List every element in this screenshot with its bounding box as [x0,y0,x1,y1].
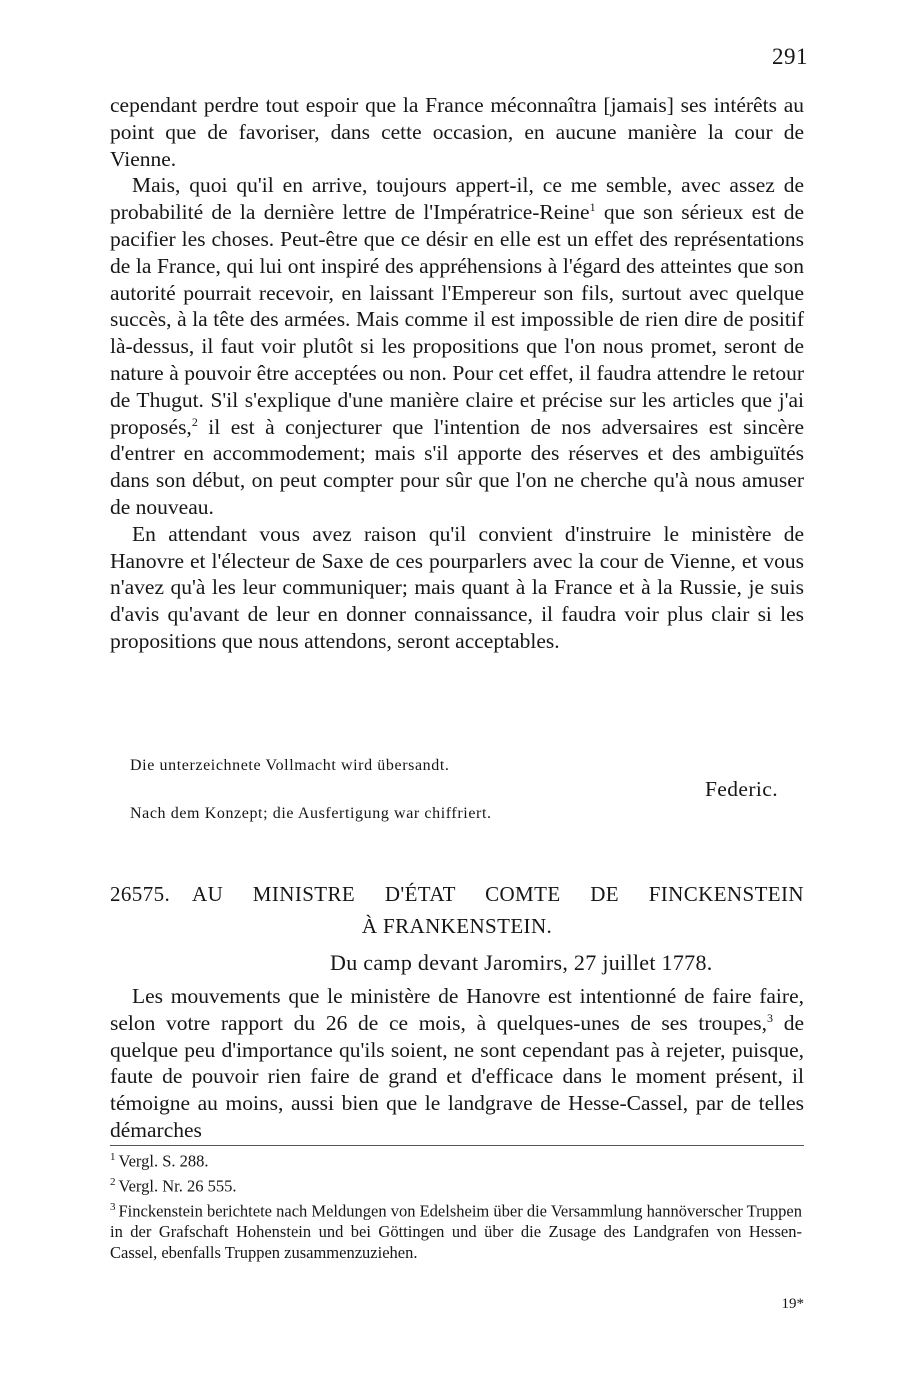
note-konzept: Nach dem Konzept; die Ausfertigung war chiffriert. [130,805,492,822]
letter2-text-b: de quelque peu d'importance qu'ils soient, ne sont cependant pas à rejeter, puisque, faute de pouvoir rien faire de grand et d'efficace dans le moment présent, il témoigne au moins, aussi bien que le landgrave de Hesse-Cassel, par de telles démarches [110,1010,804,1142]
footnote-ref-1: 1 [589,200,596,215]
paragraph-main [110,172,804,520]
letter-body [110,92,804,655]
footnote-2-text: Vergl. Nr. 26 555. [118,1176,237,1196]
footnote-2 [110,1172,802,1197]
paragraph-main-text-cont: que son sérieux est de pacifier les choses. Peut-être que ce désir en elle est un effet des représentations de la France, qui lui ont inspiré des appréhensions à l'égard des atteintes que son autorité pourrait recevoir, en laissant l'Empereur son fils, surtout avec quelque succès, à la tête des armées. Mais comme il est impossible de rien dire de positif là-dessus, il faut voir plutôt si les propositions que l'on nous promet, seront de nature à pouvoir être acceptées ou non. Pour cet effet, il faudra attendre le retour de Thugut. S'il s'explique d'une manière claire et précise sur les articles que j'ai proposés, [110,200,805,439]
heading-line-2: À FRANKENSTEIN. [361,914,553,938]
footnote-1-text: Vergl. S. 288. [118,1151,209,1171]
footnote-3 [110,1197,802,1263]
footnote-2-number: 2 [110,1176,116,1189]
note-vollmacht: Die unterzeichnete Vollmacht wird übersandt. [130,757,450,774]
letter2-text-a: Les mouvements que le ministère de Hanovre est intentionné de faire faire, selon votre rapport du 26 de ce mois, à quelques-unes de ses troupes, [110,984,804,1035]
footnote-1 [110,1147,802,1172]
signature: Federic. [704,777,778,801]
letter-number: 26575. [110,882,171,906]
footnote-3-number: 3 [110,1201,116,1214]
letter2-body [110,983,804,1144]
footnote-divider [110,1145,804,1146]
footnote-ref-2: 2 [191,414,198,429]
letter-heading [110,878,804,942]
dateline: Du camp devant Jaromirs, 27 juillet 1778. [330,950,713,975]
paragraph-continuation: cependant perdre tout espoir que la France méconnaîtra [jamais] ses intérêts au point que de favoriser, dans cette occasion, en aucune manière la cour de Vienne. [110,93,804,171]
paragraph-closing: En attendant vous avez raison qu'il convient d'instruire le ministère de Hanovre et l'électeur de Saxe de ces pourparlers avec la cour de Vienne, et vous n'avez qu'à les leur communiquer; mais quant à la France et à la Russie, je suis d'avis qu'avant de leur en donner connaissance, il faudra voir plus clair si les propositions que nous attendons, seront acceptables. [110,521,804,653]
footnote-3-text: Finckenstein berichtete nach Meldungen von Edelsheim über die Versammlung hannöverscher Truppen in der Grafschaft Hohenstein und bei Göttingen und über die Zusage des Landgrafen von Hessen-Cassel, ebenfalls Truppen zusammenzuziehen. [110,1201,802,1262]
footnote-1-number: 1 [110,1151,116,1163]
paragraph-main-text: Mais, quoi qu'il en arrive, toujours appert-il, ce me semble, avec assez de probabilité de la dernière lettre de l'Impératrice-Reine [110,173,804,225]
heading-line-1: AU MINISTRE D'ÉTAT COMTE DE FINCKENSTEIN [192,882,804,906]
page-number: 291 [772,44,808,69]
footnote-ref-3: 3 [767,1010,774,1025]
sheet-signature: 19* [781,1296,804,1312]
footnotes [110,1147,802,1263]
paragraph-main-text-end: il est à conjecturer que l'intention de nos adversaires est sincère d'entrer en accommodement; mais s'il apporte des réserves et des ambiguïtés dans son début, on peut compter pour sûr que l'on ne cherche qu'à nous amuser de nouveau. [110,414,805,519]
letter2-paragraph [110,983,804,1144]
